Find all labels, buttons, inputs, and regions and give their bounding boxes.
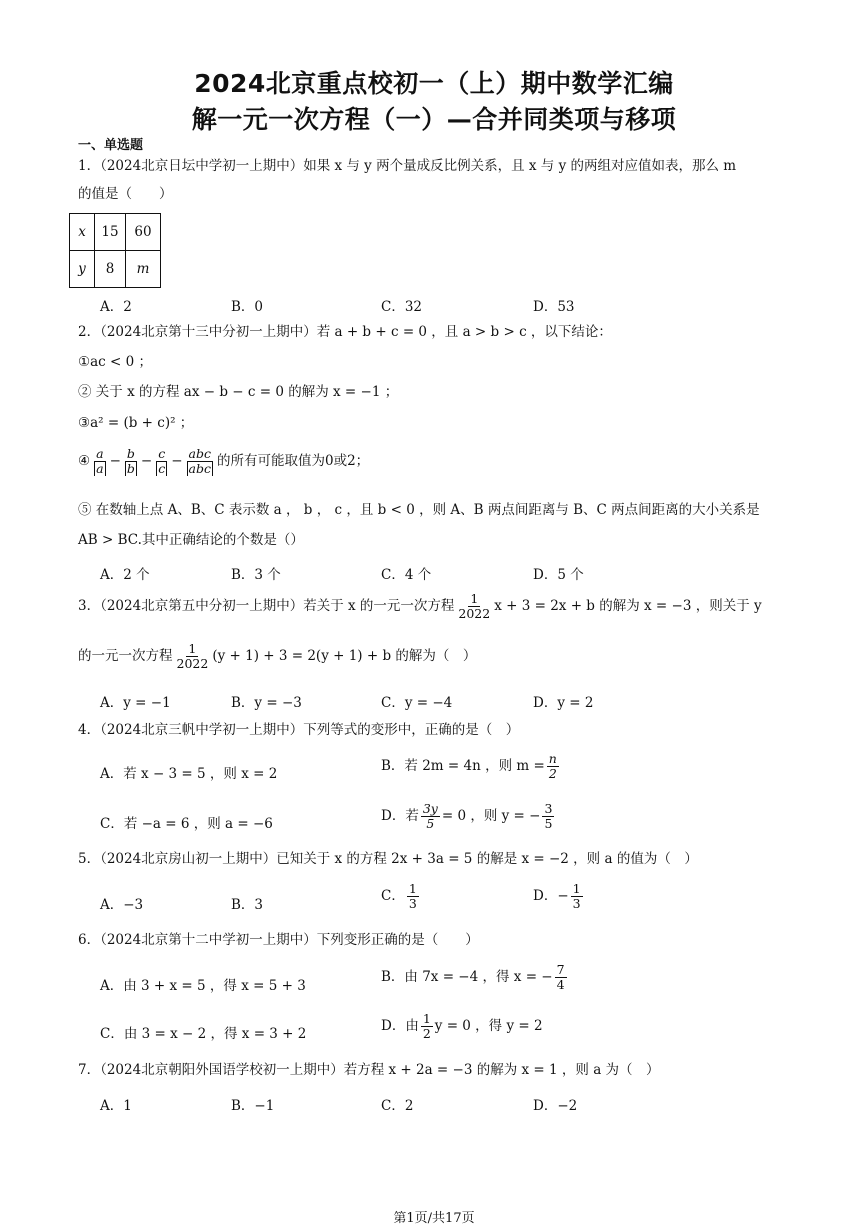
q4-option-d-mid: = 0 ，则 y = − (441, 807, 541, 824)
q2-option-b: B．3 个 (231, 567, 281, 583)
fraction: $\frac{c}{c}$ (158, 446, 166, 476)
q1-option-a: A．2 (100, 299, 132, 315)
q3-text-2a: 的一元一次方程 (78, 647, 173, 664)
q7-option-c: C．2 (381, 1098, 414, 1114)
q5-option-c-text: C． (381, 887, 405, 904)
q4-option-a: A．若 x − 3 = 5 ，则 x = 2 (100, 766, 278, 782)
q3-text-1 (78, 592, 762, 621)
q1-option-c: C．32 (381, 299, 423, 315)
q3-text-1b: x + 3 = 2x + b 的解为 x = −3 ，则关于 y (494, 597, 762, 614)
q3-text-2 (78, 642, 476, 671)
q6-option-c: C．由 3 = x − 2 ，得 x = 3 + 2 (100, 1026, 307, 1042)
fraction: $\frac{n}{2}$ (548, 751, 557, 781)
fraction: $\frac{1}{2022}$ (458, 591, 491, 621)
q1-option-b: B．0 (231, 299, 264, 315)
q2-statement-5a: ⑤ 在数轴上点 A、B、C 表示数 a ， b ， c ，且 b < 0 ，则 A、B 两点间距离与 B、C 两点间距离的大小关系是 (78, 502, 760, 518)
q5-option-d-text: D．− (533, 887, 569, 904)
q6-option-b (381, 963, 569, 992)
fraction: $\frac{b}{b}$ (126, 446, 135, 476)
q1-table (69, 213, 161, 288)
q5-option-a: A．−3 (100, 897, 144, 913)
q2-statement-1: ①ac < 0 ； (78, 354, 152, 370)
fraction: $\frac{3}{5}$ (544, 801, 553, 831)
q7-option-d: D．−2 (533, 1098, 578, 1114)
q1-text-2: 的值是（ ） (78, 186, 173, 202)
table-row (70, 251, 161, 288)
q4-option-b-text: B．若 2m = 4n ，则 m = (381, 757, 545, 774)
title-line-2: 解一元一次方程（一）—合并同类项与移项 (191, 105, 677, 134)
q2-statement-2: ② 关于 x 的方程 ax − b − c = 0 的解为 x = −1 ； (78, 384, 399, 400)
q2-s4-suffix: 的所有可能取值为0或2； (217, 452, 370, 469)
q5-option-c (381, 882, 421, 911)
fraction: $\frac{a}{a}$ (96, 446, 104, 476)
section-heading: 一、单选题 (78, 138, 144, 153)
q4-option-d (381, 802, 556, 831)
fraction: $\frac{1}{2}$ (422, 1011, 431, 1041)
table-cell: m (126, 251, 161, 288)
q2-option-c: C．4 个 (381, 567, 432, 583)
table-cell: 8 (95, 251, 126, 288)
q7-option-a: A．1 (100, 1098, 132, 1114)
q6-text: 6．（2024北京第十二中学初一上期中）下列变形正确的是（ ） (78, 932, 479, 948)
q5-option-d (533, 882, 585, 911)
table-cell: 60 (126, 214, 161, 251)
fraction: $\frac{7}{4}$ (556, 962, 565, 992)
q3-option-a: A．y = −1 (100, 695, 171, 711)
q4-option-b (381, 752, 561, 781)
fraction: $\frac{1}{3}$ (572, 881, 581, 911)
fraction: $\frac{1}{2022}$ (176, 641, 209, 671)
q2-statement-4: ④ $\frac{a}{a}$ − $\frac{b}{b}$ − $\frac{c}{c}$ − $\frac{\text{abc}}{\text{abc}}$ 的所有可能取值为0或2； (78, 446, 370, 476)
q3-text-1a: 3．（2024北京第五中分初一上期中）若关于 x 的一元一次方程 (78, 597, 455, 614)
q7-option-b: B．−1 (231, 1098, 275, 1114)
q2-text-1: 2．（2024北京第十三中分初一上期中）若 a + b + c = 0 ，且 a > b > c ，以下结论： (78, 324, 612, 340)
q1-text-1: 1．（2024北京日坛中学初一上期中）如果 x 与 y 两个量成反比例关系，且 x 与 y 的两组对应值如表，那么 m (78, 158, 737, 174)
q4-option-c: C．若 −a = 6 ，则 a = −6 (100, 816, 273, 832)
q1-option-d: D．53 (533, 299, 575, 315)
q5-option-b: B．3 (231, 897, 264, 913)
fraction: $\frac{\text{abc}}{\text{abc}}$ (188, 446, 211, 476)
q2-s4-prefix: ④ (78, 452, 91, 469)
q4-option-d-text: D．若 (381, 807, 419, 824)
q2-statement-5b: AB > BC.其中正确结论的个数是（） (78, 532, 304, 548)
page-footer: 第1页/共17页 (393, 1211, 475, 1226)
q6-option-a: A．由 3 + x = 5 ，得 x = 5 + 3 (100, 978, 306, 994)
q3-option-c: C．y = −4 (381, 695, 453, 711)
table-cell: y (70, 251, 95, 288)
q3-option-d: D．y = 2 (533, 695, 594, 711)
q4-text: 4．（2024北京三帆中学初一上期中）下列等式的变形中，正确的是（ ） (78, 722, 520, 738)
q7-text: 7．（2024北京朝阳外国语学校初一上期中）若方程 x + 2a = −3 的解为 x = 1 ，则 a 为（ ） (78, 1062, 660, 1078)
table-cell: x (70, 214, 95, 251)
q6-option-b-text: B．由 7x = −4 ，得 x = − (381, 968, 553, 985)
q2-option-a: A．2 个 (100, 567, 150, 583)
q6-option-d-text: D．由 (381, 1017, 419, 1034)
q3-text-2b: (y + 1) + 3 = 2(y + 1) + b 的解为（ ） (212, 647, 477, 664)
q6-option-d (381, 1012, 543, 1041)
q2-option-d: D．5 个 (533, 567, 584, 583)
q3-option-b: B．y = −3 (231, 695, 302, 711)
q5-text: 5．（2024北京房山初一上期中）已知关于 x 的方程 2x + 3a = 5 的解是 x = −2 ，则 a 的值为（ ） (78, 851, 698, 867)
q6-option-d-suffix: y = 0 ，得 y = 2 (434, 1017, 543, 1034)
q2-statement-3: ③a² = (b + c)² ； (78, 415, 194, 431)
table-cell: 15 (95, 214, 126, 251)
title-line-1: 2024北京重点校初一（上）期中数学汇编 (194, 69, 674, 98)
table-row (70, 214, 161, 251)
fraction: $\frac{3y}{5}$ (422, 801, 438, 831)
fraction: $\frac{1}{3}$ (408, 881, 417, 911)
